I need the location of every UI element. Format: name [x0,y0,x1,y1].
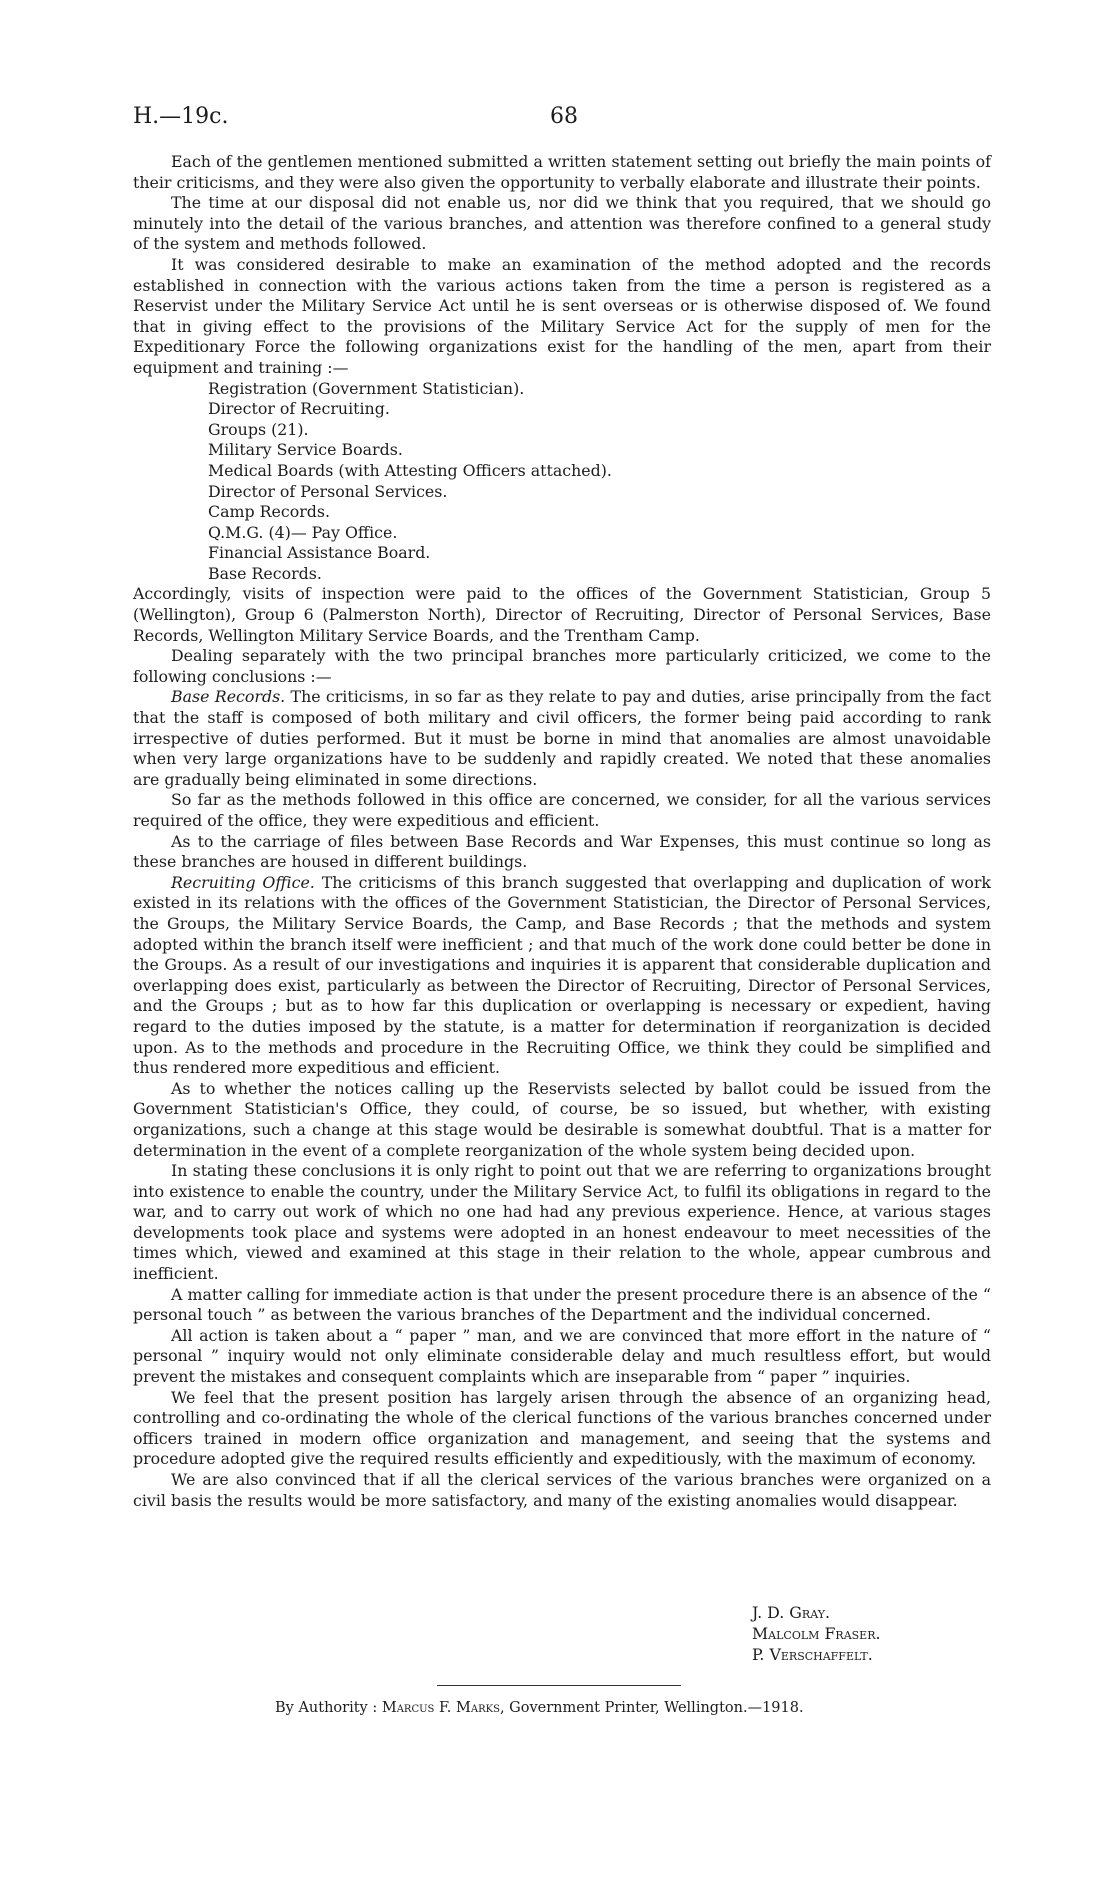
footer-suffix: , Government Printer, Wellington.—1918. [499,1700,804,1716]
paragraph: The time at our disposal did not enable us, nor did we think that you required, that we should go minutely into the detail of the various branches, and attention was therefore confined to a general study of the system and methods followed. [133,193,991,254]
list-item: Base Records. [208,563,322,583]
list-item: Registration (Government Statistician). [208,378,525,398]
paragraph: We feel that the present position has largely arisen through the absence of an organizing head, controlling and co-ordinating the whole of the clerical functions of the various branches concerned under officers trained in modern office organization and management, and seeing that the systems and procedure adopted give the required results efficiently and expeditiously, with the maximum of economy. [133,1387,991,1469]
list-item: Medical Boards (with Attesting Officers attached). [208,460,612,480]
section-text: The criticisms, in so far as they relate to pay and duties, arise principally from the fact that the staff is composed of both military and civil officers, the former being paid according to rank irrespective of duties performed. But it must be borne in mind that anomalies are almost unavoidable when very large organizations have to be suddenly and rapidly created. We noted that these anomalies are gradually being eliminated in some directions. [133,687,991,789]
list-item: Groups (21). [208,419,309,439]
paragraph: In stating these conclusions it is only right to point out that we are referring to organizations brought into existence to enable the country, under the Military Service Act, to fulfil its obligations in regard to the war, and to carry out work of which no one had had any previous experience. Hence, at various stages developments took place and systems were adopted in an honest endeavour to meet necessities of the times which, viewed and examined at this stage in their relation to the whole, appear cumbrous and inefficient. [133,1161,991,1284]
organizations-list [133,379,991,585]
page-number: 68 [550,104,578,129]
paragraph: Dealing separately with the two principal branches more particularly criticized, we come to the following conclusions :— [133,646,991,686]
section-heading: Recruiting Office. [171,872,315,892]
list-item: Q.M.G. (4)— Pay Office. [208,522,398,542]
footer-printer: Marcus F. Marks [381,1700,500,1716]
footer-divider [437,1685,681,1686]
paragraph: As to whether the notices calling up the Reservists selected by ballot could be issued from the Government Statistician's Office, they could, of course, be so issued, but whether, with existing organizations, such a change at this stage would be desirable is somewhat doubtful. That is a matter for determination in the event of a complete reorganization of the whole system being decided upon. [133,1078,991,1160]
recruiting-office-paragraph [133,873,991,1079]
paragraph: We are also convinced that if all the clerical services of the various branches were organized on a civil basis the results would be more satisfactory, and many of the existing anomalies would disappear. [133,1470,991,1510]
paragraph: It was considered desirable to make an examination of the method adopted and the records established in connection with the various actions taken from the time a person is registered as a Reservist under the Military Service Act until he is sent overseas or is otherwise disposed of. We found that in giving effect to the provisions of the Military Service Act for the supply of men for the Expeditionary Force the following organizations exist for the handling of the men, apart from their equipment and training :— [133,254,991,377]
paragraph: Each of the gentlemen mentioned submitted a written statement setting out briefly the main points of their criticisms, and they were also given the opportunity to verbally elaborate and illustrate their points. [133,152,991,192]
paragraph: All action is taken about a “ paper ” man, and we are convinced that more effort in the nature of “ personal ” inquiry would not only eliminate considerable delay and much resultless effort, but would prevent the mistakes and consequent complaints which are inseparable from “ paper ” inquiries. [133,1325,991,1387]
paragraph: A matter calling for immediate action is that under the present procedure there is an absence of the “ personal touch ” as between the various branches of the Department and the individual concerned. [133,1284,991,1325]
signatory: Malcolm Fraser. [752,1624,881,1643]
document-body [133,152,991,1511]
section-text: The criticisms of this branch suggested that overlapping and duplication of work existed in its relations with the offices of the Government Statistician, the Director of Personal Services, the Groups, the Military Service Boards, the Camp, and Base Records ; that the methods and system adopted within the branch itself were inefficient ; and that much of the work done could better be done in the Groups. As a result of our investigations and inquiries it is apparent that considerable duplication and overlapping does exist, particularly as between the Director of Recruiting, Director of Personal Services, and the Groups ; but as to how far this duplication or overlapping is necessary or expedient, having regard to the duties imposed by the statute, is a matter for determination if reorganization is decided upon. As to the methods and procedure in the Recruiting Office, we think they could be simplified and thus rendered more expeditious and efficient. [133,872,991,1078]
list-item: Military Service Boards. [208,440,403,460]
footer [275,1700,804,1716]
list-item: Financial Assistance Board. [208,543,431,563]
list-item: Camp Records. [208,502,331,522]
base-records-paragraph [133,687,991,790]
document-reference: H.—19c. [133,104,229,129]
list-item: Director of Recruiting. [208,399,390,419]
footer-prefix: By Authority : [275,1700,378,1716]
signatory: P. Verschaffelt. [752,1645,873,1664]
section-heading: Base Records. [171,687,286,707]
signatures [752,1602,881,1665]
paragraph: So far as the methods followed in this office are concerned, we consider, for all the various services required of the office, they were expeditious and efficient. [133,790,991,830]
paragraph: Accordingly, visits of inspection were paid to the offices of the Government Statistician, Group 5 (Wellington), Group 6 (Palmerston North), Director of Recruiting, Director of Personal Services, Base Records, Wellington Military Service Boards, and the Trentham Camp. [133,584,991,645]
list-item: Director of Personal Services. [208,481,448,501]
paragraph: As to the carriage of files between Base Records and War Expenses, this must continue so long as these branches are housed in different buildings. [133,831,991,872]
signatory: J. D. Gray. [752,1603,830,1622]
